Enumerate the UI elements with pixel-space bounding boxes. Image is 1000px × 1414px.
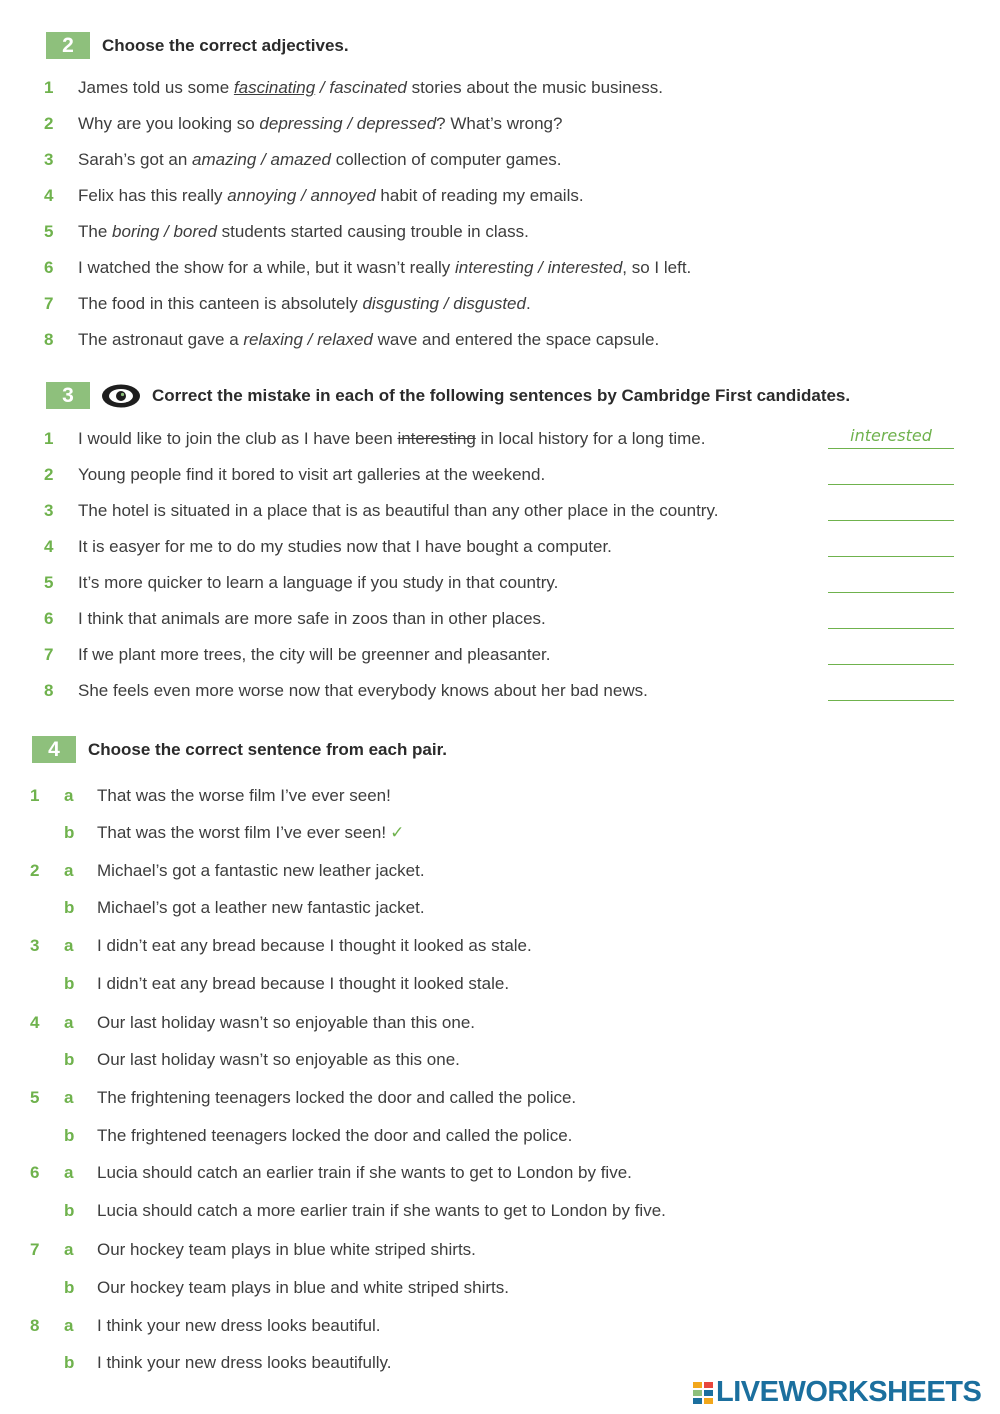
- ex4-pair-5-b[interactable]: [0, 1126, 1000, 1152]
- option-a[interactable]: annoying: [227, 186, 297, 205]
- ex2-item-4: [0, 186, 1000, 212]
- option-letter-b: b: [64, 1050, 75, 1069]
- pair-number: 1: [30, 786, 40, 805]
- option-letter-a: a: [64, 1013, 74, 1032]
- option-b[interactable]: amazed: [270, 150, 331, 169]
- ex3-item-3: [0, 501, 1000, 527]
- ex2-item-5: [0, 222, 1000, 248]
- item-number: 7: [44, 645, 54, 664]
- item-number: 6: [44, 258, 54, 277]
- item-text: The boring / bored students started causing trouble in class.: [78, 222, 529, 241]
- option-b[interactable]: disgusted: [453, 294, 526, 313]
- item-text: Young people find it bored to visit art galleries at the weekend.: [78, 465, 546, 484]
- pair-number: 8: [30, 1316, 40, 1335]
- exercise-4-number: 4: [32, 736, 76, 763]
- ex2-item-1: [0, 78, 1000, 104]
- option-b[interactable]: annoyed: [310, 186, 376, 205]
- item-text: I would like to join the club as I have been interesting in local history for a long time.: [78, 429, 706, 448]
- option-a[interactable]: disgusting: [362, 294, 440, 313]
- ex4-pair-1-b[interactable]: [0, 823, 1000, 849]
- option-text: Michael’s got a fantastic new leather jacket.: [97, 861, 425, 880]
- option-text: I didn’t eat any bread because I thought it looked stale.: [97, 974, 510, 993]
- ex4-pair-2-b[interactable]: [0, 898, 1000, 924]
- struck-word: interesting: [397, 429, 476, 448]
- ex4-pair-3-a[interactable]: [0, 936, 1000, 962]
- ex3-item-2: [0, 465, 1000, 491]
- item-number: 3: [44, 150, 54, 169]
- option-b[interactable]: relaxed: [317, 330, 373, 349]
- liveworksheets-brand: [692, 1376, 981, 1409]
- ex4-pair-1-a[interactable]: [0, 786, 1000, 812]
- ex2-item-7: [0, 294, 1000, 320]
- item-number: 2: [44, 114, 54, 133]
- option-text: Our last holiday wasn’t so enjoyable than this one.: [97, 1013, 476, 1032]
- option-letter-a: a: [64, 1088, 74, 1107]
- item-number: 5: [44, 573, 54, 592]
- ex3-item-1: [0, 426, 1000, 455]
- exercise-4-header: [32, 736, 447, 763]
- option-letter-a: a: [64, 1240, 74, 1259]
- pair-number: 4: [30, 1013, 40, 1032]
- option-text: The frightened teenagers locked the door and called the police.: [97, 1126, 573, 1145]
- pair-number: 2: [30, 861, 40, 880]
- exercise-2-header: [46, 32, 349, 59]
- item-text: Felix has this really annoying / annoyed habit of reading my emails.: [78, 186, 584, 205]
- option-letter-b: b: [64, 898, 75, 917]
- eye-icon: [100, 383, 142, 409]
- ex4-pair-5-a[interactable]: [0, 1088, 1000, 1114]
- ex3-item-5: [0, 573, 1000, 599]
- ex2-item-2: [0, 114, 1000, 140]
- answer-field[interactable]: [828, 462, 954, 485]
- ex4-pair-4-a[interactable]: [0, 1013, 1000, 1039]
- pair-number: 6: [30, 1163, 40, 1182]
- item-text: She feels even more worse now that everybody knows about her bad news.: [78, 681, 648, 700]
- item-text: If we plant more trees, the city will be greenner and pleasanter.: [78, 645, 551, 664]
- option-text: That was the worst film I’ve ever seen! ✓: [97, 823, 405, 842]
- ex3-item-6: [0, 609, 1000, 635]
- option-text: Lucia should catch an earlier train if she wants to get to London by five.: [97, 1163, 632, 1182]
- pair-number: 3: [30, 936, 40, 955]
- option-text: I think your new dress looks beautifully.: [97, 1353, 392, 1372]
- option-a[interactable]: depressing: [259, 114, 343, 133]
- pair-number: 5: [30, 1088, 40, 1107]
- ex4-pair-6-a[interactable]: [0, 1163, 1000, 1189]
- item-number: 2: [44, 465, 54, 484]
- exercise-2-number: 2: [46, 32, 90, 59]
- option-letter-a: a: [64, 1316, 74, 1335]
- option-b[interactable]: bored: [173, 222, 217, 241]
- option-text: Our hockey team plays in blue and white striped shirts.: [97, 1278, 509, 1297]
- option-letter-a: a: [64, 861, 74, 880]
- item-text: It is easyer for me to do my studies now that I have bought a computer.: [78, 537, 612, 556]
- option-text: I didn’t eat any bread because I thought it looked as stale.: [97, 936, 532, 955]
- item-number: 4: [44, 537, 54, 556]
- item-text: I watched the show for a while, but it wasn’t really interesting / interested, so I left.: [78, 258, 692, 277]
- exercise-3-number: 3: [46, 382, 90, 409]
- option-text: Our last holiday wasn’t so enjoyable as this one.: [97, 1050, 460, 1069]
- ex2-item-3: [0, 150, 1000, 176]
- answer-field[interactable]: [828, 606, 954, 629]
- item-text: It’s more quicker to learn a language if you study in that country.: [78, 573, 559, 592]
- item-number: 5: [44, 222, 54, 241]
- check-icon: ✓: [390, 823, 405, 842]
- option-letter-a: a: [64, 786, 74, 805]
- answer-field[interactable]: [828, 534, 954, 557]
- item-number: 7: [44, 294, 54, 313]
- item-number: 1: [44, 429, 54, 448]
- ex4-pair-8-a[interactable]: [0, 1316, 1000, 1342]
- liveworksheets-logo-icon: [692, 1380, 714, 1406]
- ex3-item-7: [0, 645, 1000, 671]
- ex4-pair-7-b[interactable]: [0, 1278, 1000, 1304]
- option-letter-b: b: [64, 1278, 75, 1297]
- option-text: The frightening teenagers locked the door and called the police.: [97, 1088, 577, 1107]
- answer-field[interactable]: [828, 642, 954, 665]
- answer-text: interested: [850, 426, 932, 445]
- item-text: James told us some fascinating / fascinated stories about the music business.: [78, 78, 663, 97]
- option-letter-b: b: [64, 1353, 75, 1372]
- brand-name: LIVEWORKSHEETS: [716, 1376, 982, 1408]
- option-text: I think your new dress looks beautiful.: [97, 1316, 381, 1335]
- option-letter-b: b: [64, 974, 75, 993]
- option-a[interactable]: interesting: [455, 258, 534, 277]
- option-b[interactable]: interested: [547, 258, 623, 277]
- option-b[interactable]: depressed: [356, 114, 437, 133]
- ex4-pair-7-a[interactable]: [0, 1240, 1000, 1266]
- option-letter-a: a: [64, 936, 74, 955]
- item-number: 1: [44, 78, 54, 97]
- answer-field[interactable]: [828, 426, 954, 449]
- answer-field[interactable]: [828, 498, 954, 521]
- item-text: The hotel is situated in a place that is as beautiful than any other place in the country.: [78, 501, 719, 520]
- pair-number: 7: [30, 1240, 40, 1259]
- item-text: The food in this canteen is absolutely disgusting / disgusted.: [78, 294, 531, 313]
- item-number: 4: [44, 186, 54, 205]
- option-a[interactable]: amazing: [192, 150, 257, 169]
- item-number: 3: [44, 501, 54, 520]
- exercise-3-header: [46, 382, 850, 409]
- item-text: Sarah’s got an amazing / amazed collection of computer games.: [78, 150, 562, 169]
- ex4-pair-3-b[interactable]: [0, 974, 1000, 1000]
- option-letter-b: b: [64, 1201, 75, 1220]
- option-text: Michael’s got a leather new fantastic jacket.: [97, 898, 425, 917]
- option-letter-b: b: [64, 823, 75, 842]
- ex2-item-8: [0, 330, 1000, 356]
- exercise-4-title: Choose the correct sentence from each pair.: [88, 739, 448, 759]
- option-a[interactable]: boring: [112, 222, 160, 241]
- option-letter-a: a: [64, 1163, 74, 1182]
- option-a[interactable]: relaxing: [243, 330, 303, 349]
- option-text: Our hockey team plays in blue white striped shirts.: [97, 1240, 476, 1259]
- option-letter-b: b: [64, 1126, 75, 1145]
- ex4-pair-4-b[interactable]: [0, 1050, 1000, 1076]
- answer-field[interactable]: [828, 678, 954, 701]
- ex4-pair-2-a[interactable]: [0, 861, 1000, 887]
- item-number: 6: [44, 609, 54, 628]
- option-text: That was the worse film I’ve ever seen!: [97, 786, 391, 805]
- exercise-2-title: Choose the correct adjectives.: [102, 35, 349, 55]
- ex4-pair-6-b[interactable]: [0, 1201, 1000, 1227]
- ex3-item-4: [0, 537, 1000, 563]
- item-number: 8: [44, 681, 54, 700]
- item-text: I think that animals are more safe in zoos than in other places.: [78, 609, 546, 628]
- ex3-item-8: [0, 681, 1000, 707]
- option-a[interactable]: fascinating: [233, 78, 316, 97]
- item-text: The astronaut gave a relaxing / relaxed wave and entered the space capsule.: [78, 330, 660, 349]
- answer-field[interactable]: [828, 570, 954, 593]
- exercise-3-title: Correct the mistake in each of the following sentences by Cambridge First candidates.: [152, 385, 851, 405]
- item-text: Why are you looking so depressing / depressed? What’s wrong?: [78, 114, 563, 133]
- option-b[interactable]: fascinated: [329, 78, 407, 97]
- ex2-item-6: [0, 258, 1000, 284]
- item-number: 8: [44, 330, 54, 349]
- option-text: Lucia should catch a more earlier train if she wants to get to London by five.: [97, 1201, 666, 1220]
